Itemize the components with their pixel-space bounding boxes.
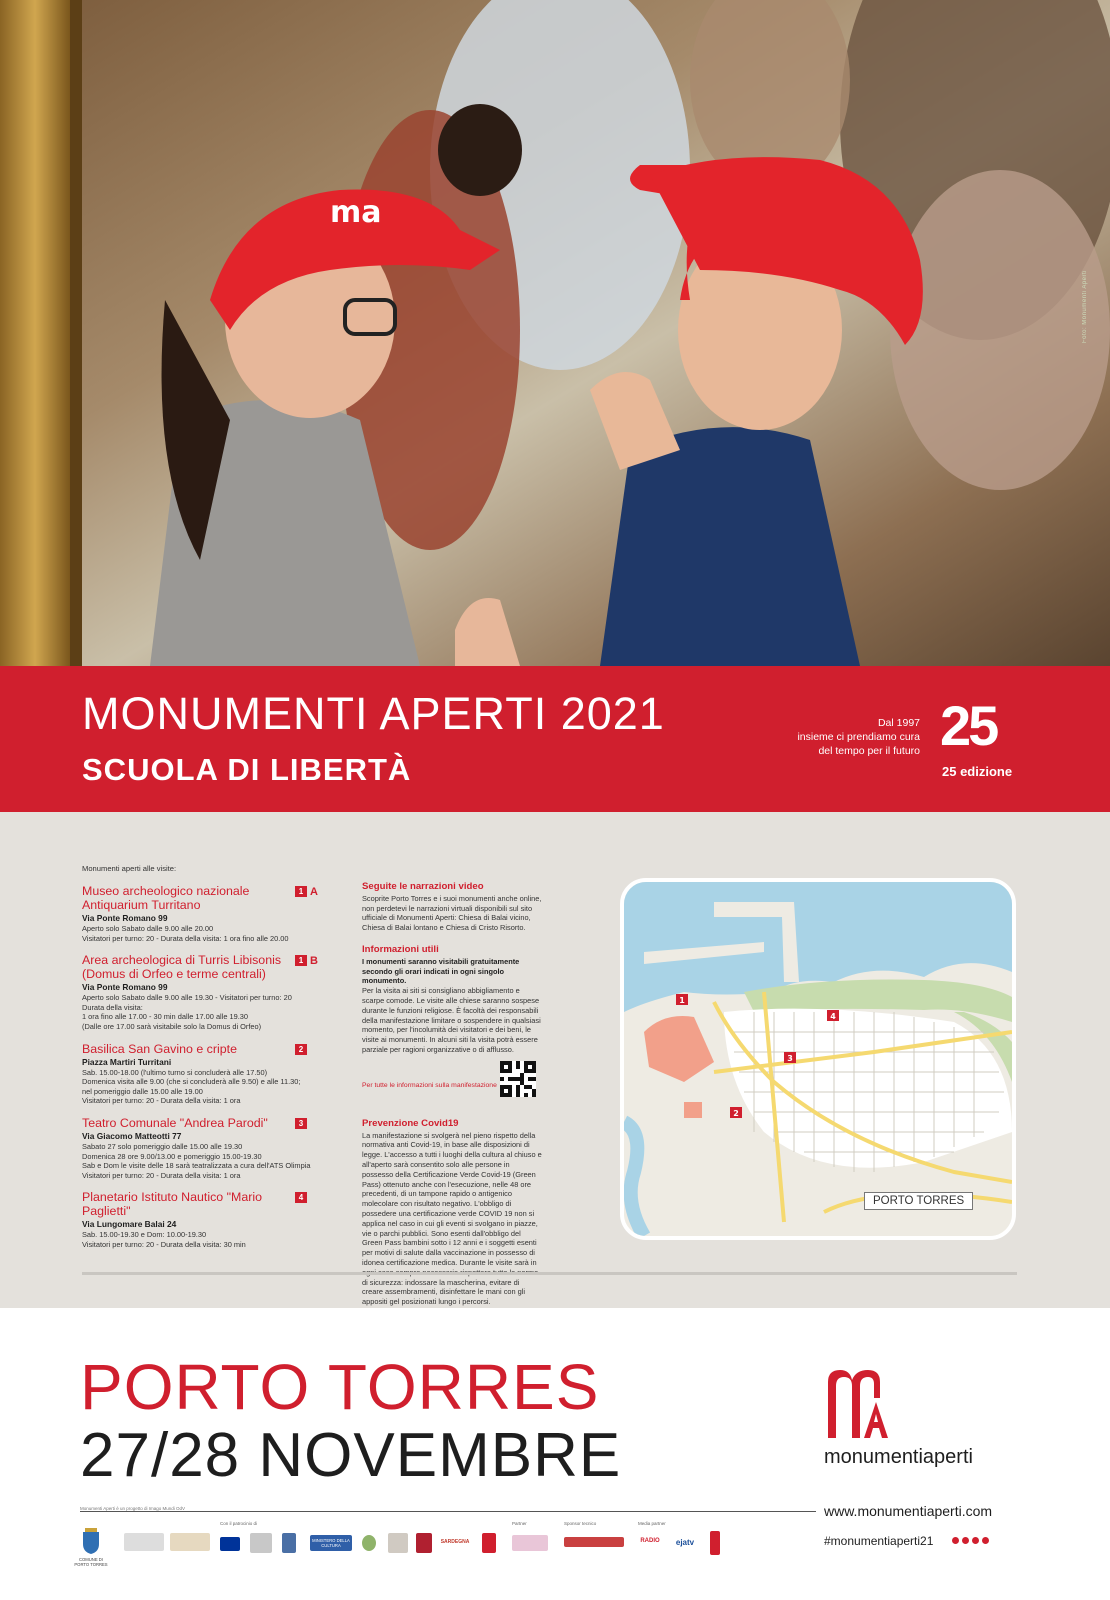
comune-caption: COMUNE DI PORTO TORRES bbox=[74, 1557, 108, 1567]
youtube-icon[interactable] bbox=[982, 1537, 989, 1544]
site-marker-number: 2 bbox=[295, 1044, 307, 1055]
site-entry bbox=[82, 1190, 322, 1249]
site-entry bbox=[82, 884, 322, 943]
site-name: Museo archeologico nazionale Antiquarium Turritano bbox=[82, 884, 250, 912]
since-line: insieme ci prendiamo cura bbox=[797, 731, 920, 743]
site-marker-tag bbox=[295, 1044, 307, 1055]
site-entry bbox=[82, 1116, 322, 1180]
hero-photo-illustration bbox=[0, 0, 1110, 666]
site-marker-tag bbox=[295, 1192, 307, 1203]
sponsor-logo bbox=[564, 1537, 624, 1547]
brand-logo bbox=[824, 1368, 1024, 1478]
title-banner bbox=[0, 666, 1110, 812]
site-detail: Durata della visita: bbox=[82, 1002, 143, 1012]
map-city-label: PORTO TORRES bbox=[864, 1192, 973, 1210]
site-detail: Domenica 28 ore 9.00/13.00 e pomeriggio 15.00-19.30 bbox=[82, 1151, 262, 1161]
site-entry bbox=[82, 953, 322, 1031]
city-map[interactable] bbox=[620, 878, 1016, 1240]
map-marker-4[interactable]: 4 bbox=[830, 1012, 836, 1021]
eu-flag-icon bbox=[220, 1537, 240, 1551]
since-text bbox=[720, 716, 920, 758]
crest-logo bbox=[282, 1533, 296, 1553]
site-detail: Aperto solo Sabato dalle 9.00 alle 19.30 - Visitatori per turno: 20 bbox=[82, 993, 292, 1003]
site-name: Basilica San Gavino e cripte bbox=[82, 1041, 237, 1056]
site-detail: nel pomeriggio dalle 15.00 alle 19.00 bbox=[82, 1086, 203, 1096]
fondazione-logo bbox=[170, 1533, 210, 1551]
sardegna-flag-icon bbox=[416, 1533, 432, 1553]
footer-divider bbox=[80, 1511, 816, 1512]
sponsor-label: Sponsor tecnico bbox=[564, 1521, 597, 1526]
city-map-drawing bbox=[624, 882, 1012, 1236]
site-detail: Sab. 15.00-18.00 (l'ultimo turno si concluderà alle 17.50) bbox=[82, 1067, 268, 1077]
site-detail: Sab. 15.00-19.30 e Dom: 10.00-19.30 bbox=[82, 1230, 207, 1240]
site-marker-letter: A bbox=[310, 885, 318, 898]
site-address: Piazza Martiri Turritani bbox=[82, 1056, 172, 1067]
social-icons bbox=[952, 1537, 989, 1544]
map-marker-2[interactable]: 2 bbox=[733, 1109, 739, 1118]
footer-area bbox=[0, 1308, 1110, 1600]
svg-text:ma: ma bbox=[330, 195, 382, 230]
qr-code-icon[interactable] bbox=[500, 1061, 536, 1097]
site-address: Via Lungomare Balai 24 bbox=[82, 1219, 177, 1230]
site-detail: Sab e Dom le visite delle 18 sarà teatralizzata a cura dell'ATS Olimpia bbox=[82, 1161, 311, 1171]
section-divider bbox=[82, 1272, 1017, 1275]
twitter-icon[interactable] bbox=[972, 1537, 979, 1544]
site-detail: Domenica visita alle 9.00 (che si concluderà alle 9.50) e alle 11.30; bbox=[82, 1077, 301, 1087]
sponsor-logos bbox=[74, 1521, 760, 1593]
sardegna-caption: SARDEGNA bbox=[440, 1539, 470, 1545]
since-line: del tempo per il futuro bbox=[818, 745, 920, 757]
red-square-logo bbox=[482, 1533, 496, 1553]
since-line: Dal 1997 bbox=[877, 717, 920, 729]
cultura-caption: MINISTERO DELLA CULTURA bbox=[312, 1538, 350, 1548]
event-title: MONUMENTI APERTI 2021 bbox=[82, 688, 665, 739]
useful-title: Informazioni utili bbox=[362, 943, 439, 955]
site-marker-number: 4 bbox=[295, 1192, 307, 1203]
instagram-icon[interactable] bbox=[962, 1537, 969, 1544]
event-dates: 27/28 NOVEMBRE bbox=[80, 1421, 622, 1490]
site-address: Via Ponte Romano 99 bbox=[82, 982, 168, 993]
sites-intro: Monumenti aperti alle visite: bbox=[82, 864, 177, 873]
comune-crest-icon bbox=[82, 1528, 100, 1554]
regione-logo bbox=[250, 1533, 272, 1553]
covid-text: La manifestazione si svolgerà nel pieno rispetto della normativa anti Covid-19, in base alle disposizioni di legge. L'accesso a tutti i luoghi della cultura al chiuso e all'aperto sarà consentito solo alle persone in possesso della Certificazione Verde Covid-19 (Green Pass) ottenuto anche con l'esecuzione, nelle 48 ore precedenti, di un tampone rapido o antigenico molecolare con risultato negativo. L'obbligo di possedere una certificazione verde COVID 19 non si applica nel caso in cui gli eventi si svolgano in piazze, vie o parchi pubblici. Sono esenti dall'obbligo del Green Pass bambini sotto i 12 anni e i soggetti esenti per motivi di salute dalla vaccinazione in possesso di idonea certificazione medica. Durante le visite sarà in di sicurezza: indossare la mascherina, evitare di creare assembramenti, disinfettare le mani con gli appositi gel posizionati lungo i percorsi. bbox=[362, 1130, 542, 1307]
site-detail: Visitatori per turno: 20 - Durata della visita: 1 ora bbox=[82, 1096, 241, 1106]
site-marker-tag bbox=[295, 955, 318, 966]
site-detail: Sabato 27 solo pomeriggio dalle 15.00 alle 19.30 bbox=[82, 1141, 243, 1151]
repubblica-logo bbox=[362, 1535, 376, 1551]
brand-name: monumentiaperti bbox=[824, 1446, 973, 1468]
covid-block bbox=[362, 1119, 542, 1307]
site-detail: 1 ora fino alle 17.00 - 30 min dalle 17.00 alle 19.30 bbox=[82, 1012, 248, 1022]
site-name: Teatro Comunale "Andrea Parodi" bbox=[82, 1115, 268, 1130]
covid-title: Prevenzione Covid19 bbox=[362, 1117, 459, 1129]
video-block bbox=[362, 882, 542, 933]
useful-bold-text: I monumenti saranno visitabili gratuitamente secondo gli orari indicati in ogni singolo monumento. bbox=[362, 956, 520, 986]
facebook-icon[interactable] bbox=[952, 1537, 959, 1544]
anniversary-number: 25 bbox=[940, 694, 997, 757]
website-link[interactable]: www.monumentiaperti.com bbox=[824, 1503, 993, 1519]
qr-row bbox=[362, 1061, 542, 1103]
promoter-label: Con il patrocinio di bbox=[220, 1521, 258, 1526]
ma-logo-icon bbox=[824, 1368, 894, 1440]
tv-logo bbox=[710, 1531, 720, 1555]
hero-photo bbox=[0, 0, 1110, 666]
site-marker-letter: B bbox=[310, 954, 318, 967]
imago-logo bbox=[124, 1533, 164, 1551]
video-title: Seguite le narrazioni video bbox=[362, 881, 484, 892]
site-detail: (Dalle ore 17.00 sarà visitabile solo la Domus di Orfeo) bbox=[82, 1021, 262, 1031]
map-marker-3[interactable]: 3 bbox=[787, 1054, 793, 1063]
event-subtitle: SCUOLA DI LIBERTÀ bbox=[82, 752, 412, 787]
site-name: Planetario Istituto Nautico "Mario Paglietti" bbox=[82, 1190, 263, 1219]
site-marker-number: 1 bbox=[295, 955, 307, 966]
anniversary-badge bbox=[940, 696, 1030, 796]
site-marker-number: 1 bbox=[295, 886, 307, 897]
sites-column bbox=[82, 864, 322, 1260]
video-text: Scoprite Porto Torres e i suoi monumenti anche online, non perdetevi le narrazioni virtuali disponibili sul sito ufficiale di Monumenti Aperti: Chiesa di Balai vicino, Chiesa di Balai lontano e Chiesa di Cristo Risorto. bbox=[362, 893, 542, 933]
tv-caption: ejatv bbox=[675, 1538, 695, 1547]
site-marker-tag bbox=[295, 886, 318, 897]
provincia-logo bbox=[388, 1533, 408, 1553]
photo-credit: Foto: Monumenti Aperti bbox=[1082, 270, 1088, 344]
anniversary-edition: 25 edizione bbox=[942, 764, 1013, 779]
footer-note: Monumenti Aperti è un progetto di Imago Mundi OdV bbox=[80, 1506, 189, 1511]
useful-block bbox=[362, 945, 542, 1103]
info-section bbox=[0, 812, 1110, 1308]
sites-list bbox=[82, 884, 322, 1250]
city-name: PORTO TORRES bbox=[80, 1351, 600, 1423]
site-detail: Aperto solo Sabato dalle 9.00 alle 20.00 bbox=[82, 924, 214, 933]
site-address: Via Ponte Romano 99 bbox=[82, 913, 168, 923]
site-name: Area archeologica di Turris Libisonis (Domus di Orfeo e terme centrali) bbox=[82, 953, 282, 982]
site-detail: Visitatori per turno: 20 - Durata della visita: 30 min bbox=[82, 1239, 246, 1249]
qr-info-link[interactable]: Per tutte le informazioni sulla manifestazione bbox=[362, 1081, 497, 1089]
useful-text: Per la visita ai siti si consigliano abbigliamento e scarpe comode. Le visite alle chiese saranno sospese durante le funzioni religiose. È facoltà dei responsabili della manifestazione limitare o sospendere in qualsiasi momento, per l'incolumità dei visitatori e dei beni, le visite ai monumenti. In alcuni siti la visita potrà essere parziale per ragioni organizzative o di afflusso. bbox=[362, 986, 541, 1054]
partner-label: Partner bbox=[512, 1521, 527, 1526]
map-marker-1[interactable]: 1 bbox=[679, 996, 685, 1005]
site-marker-tag bbox=[295, 1118, 307, 1129]
site-entry bbox=[82, 1042, 322, 1106]
radio-caption: RADIO bbox=[640, 1538, 660, 1544]
site-detail: Visitatori per turno: 20 - Durata della visita: 1 ora fino alle 20.00 bbox=[82, 933, 289, 943]
site-address: Via Giacomo Matteotti 77 bbox=[82, 1130, 182, 1141]
media-label: Media partner bbox=[638, 1521, 666, 1526]
site-marker-number: 3 bbox=[295, 1118, 307, 1129]
site-detail: Visitatori per turno: 20 - Durata della visita: 1 ora bbox=[82, 1170, 241, 1180]
hashtag: #monumentiaperti21 bbox=[824, 1534, 934, 1548]
partner-logo bbox=[512, 1535, 548, 1551]
info-column bbox=[362, 882, 542, 1319]
